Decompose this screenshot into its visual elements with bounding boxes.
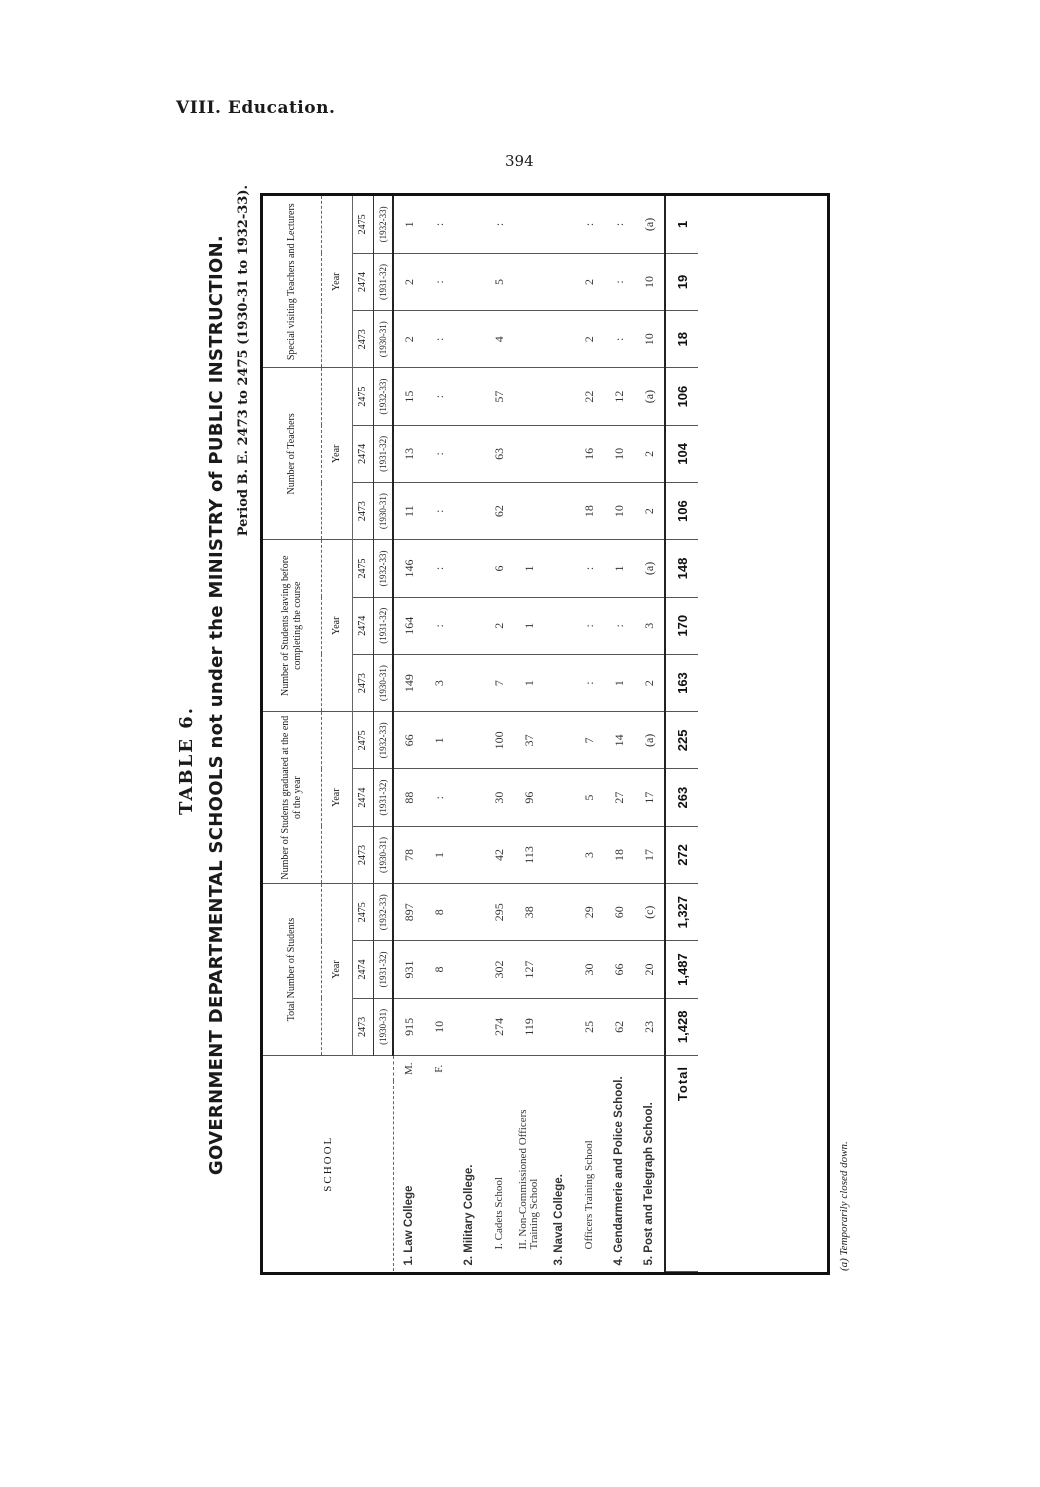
value-cell: 897 xyxy=(393,884,424,941)
value-cell: : xyxy=(424,425,454,482)
value-cell xyxy=(454,196,484,253)
period-header: (1930-31) xyxy=(374,654,394,711)
value-cell: 6 xyxy=(484,540,514,597)
value-cell: 88 xyxy=(393,769,424,826)
value-cell xyxy=(544,998,574,1055)
value-cell: 1 xyxy=(514,654,544,711)
value-cell: (c) xyxy=(634,884,665,941)
value-cell: 66 xyxy=(604,941,634,998)
year-header: 2474 xyxy=(353,769,374,826)
value-cell xyxy=(544,654,574,711)
period-header: (1932-33) xyxy=(374,540,394,597)
value-cell: 11 xyxy=(393,483,424,540)
value-cell: 2 xyxy=(634,425,665,482)
table-row xyxy=(454,196,484,1272)
value-cell xyxy=(454,712,484,769)
value-cell: 14 xyxy=(604,712,634,769)
total-value-cell: 18 xyxy=(665,311,698,368)
period-header: (1930-31) xyxy=(374,311,394,368)
value-cell: 295 xyxy=(484,884,514,941)
year-header: 2473 xyxy=(353,483,374,540)
group-header-total-students: Total Number of Students xyxy=(263,884,322,1056)
value-cell: 13 xyxy=(393,425,424,482)
value-cell xyxy=(514,311,544,368)
value-cell: 10 xyxy=(634,311,665,368)
value-cell: 10 xyxy=(604,425,634,482)
school-name: 2. Military College. xyxy=(463,1164,475,1266)
value-cell: 78 xyxy=(393,826,424,883)
value-cell: 25 xyxy=(574,998,604,1055)
value-cell: (a) xyxy=(634,196,665,253)
table-label: TABLE 6. xyxy=(176,705,197,815)
table-row xyxy=(634,196,665,1272)
value-cell: : xyxy=(424,597,454,654)
total-value-cell: 272 xyxy=(665,826,698,883)
value-cell: 96 xyxy=(514,769,544,826)
value-cell: 30 xyxy=(484,769,514,826)
school-column-header: SCHOOL xyxy=(263,1055,393,1271)
value-cell: 3 xyxy=(424,654,454,711)
value-cell: 66 xyxy=(393,712,424,769)
sex-marker xyxy=(544,1055,574,1081)
value-cell xyxy=(514,253,544,310)
value-cell: 1 xyxy=(604,654,634,711)
value-cell: 164 xyxy=(393,597,424,654)
total-row xyxy=(665,196,698,1272)
total-value-cell: 106 xyxy=(665,368,698,425)
value-cell: 2 xyxy=(634,483,665,540)
period-header: (1932-33) xyxy=(374,712,394,769)
value-cell xyxy=(544,712,574,769)
total-value-cell: 106 xyxy=(665,483,698,540)
total-value-cell: 148 xyxy=(665,540,698,597)
value-cell: 8 xyxy=(424,941,454,998)
value-cell xyxy=(454,826,484,883)
value-cell: 1 xyxy=(514,597,544,654)
value-cell: 30 xyxy=(574,941,604,998)
value-cell: 2 xyxy=(574,311,604,368)
group-header-teachers: Number of Teachers xyxy=(263,368,322,540)
value-cell xyxy=(544,597,574,654)
value-cell: 2 xyxy=(634,654,665,711)
value-cell xyxy=(454,941,484,998)
value-cell: 60 xyxy=(604,884,634,941)
table-row xyxy=(484,196,514,1272)
value-cell: 4 xyxy=(484,311,514,368)
value-cell: 17 xyxy=(634,826,665,883)
value-cell: 12 xyxy=(604,368,634,425)
data-table-frame xyxy=(260,193,830,1275)
total-value-cell: 1 xyxy=(665,196,698,253)
year-label: Year xyxy=(322,196,353,368)
period-header: (1931-32) xyxy=(374,769,394,826)
school-name: 3. Naval College. xyxy=(553,1174,565,1266)
value-cell: 274 xyxy=(484,998,514,1055)
year-header: 2475 xyxy=(353,540,374,597)
sex-marker: M. xyxy=(402,1062,415,1076)
period-header: (1930-31) xyxy=(374,826,394,883)
value-cell xyxy=(454,998,484,1055)
value-cell: 10 xyxy=(424,998,454,1055)
value-cell: 100 xyxy=(484,712,514,769)
value-cell: 29 xyxy=(574,884,604,941)
year-header: 2474 xyxy=(353,941,374,998)
value-cell: 10 xyxy=(634,253,665,310)
value-cell: : xyxy=(424,769,454,826)
school-name xyxy=(424,1082,454,1272)
value-cell: 63 xyxy=(484,425,514,482)
value-cell: 149 xyxy=(393,654,424,711)
total-value-cell: 1,487 xyxy=(665,941,698,998)
value-cell: 62 xyxy=(604,998,634,1055)
school-name: I. Cadets School xyxy=(493,1177,505,1250)
value-cell: 1 xyxy=(514,540,544,597)
value-cell: 8 xyxy=(424,884,454,941)
school-name: II. Non-Commissioned Officers Training School xyxy=(517,1109,540,1250)
period-header: (1931-32) xyxy=(374,597,394,654)
period-header: (1930-31) xyxy=(374,998,394,1055)
value-cell: : xyxy=(424,253,454,310)
value-cell xyxy=(454,654,484,711)
sex-marker xyxy=(574,1055,604,1081)
table-body xyxy=(393,196,698,1272)
value-cell: (a) xyxy=(634,368,665,425)
value-cell: : xyxy=(574,540,604,597)
value-cell: (a) xyxy=(634,540,665,597)
value-cell: 3 xyxy=(574,826,604,883)
value-cell: 915 xyxy=(393,998,424,1055)
school-name: 1. Law College xyxy=(402,1185,415,1266)
value-cell: : xyxy=(574,654,604,711)
value-cell xyxy=(454,540,484,597)
value-cell: : xyxy=(424,483,454,540)
value-cell xyxy=(454,368,484,425)
sex-marker xyxy=(634,1055,665,1081)
value-cell xyxy=(544,483,574,540)
year-label: Year xyxy=(322,712,353,884)
sex-marker xyxy=(514,1055,544,1081)
value-cell xyxy=(544,884,574,941)
value-cell: 15 xyxy=(393,368,424,425)
value-cell: 931 xyxy=(393,941,424,998)
page-number: 394 xyxy=(505,152,534,170)
period-header: (1931-32) xyxy=(374,253,394,310)
value-cell xyxy=(454,425,484,482)
value-cell xyxy=(454,884,484,941)
sex-marker xyxy=(454,1055,484,1081)
year-header: 2473 xyxy=(353,998,374,1055)
school-name: 4. Gendarmerie and Police School. xyxy=(613,1076,625,1266)
value-cell: 18 xyxy=(574,483,604,540)
value-cell: : xyxy=(574,196,604,253)
value-cell: 1 xyxy=(604,540,634,597)
value-cell: 3 xyxy=(634,597,665,654)
value-cell: 113 xyxy=(514,826,544,883)
year-header: 2473 xyxy=(353,826,374,883)
value-cell xyxy=(514,196,544,253)
table-row xyxy=(604,196,634,1272)
value-cell: : xyxy=(604,597,634,654)
value-cell: 146 xyxy=(393,540,424,597)
value-cell: 2 xyxy=(484,597,514,654)
total-value-cell: 263 xyxy=(665,769,698,826)
total-value-cell: 170 xyxy=(665,597,698,654)
value-cell xyxy=(454,769,484,826)
value-cell xyxy=(454,253,484,310)
table-row xyxy=(424,196,454,1272)
total-value-cell: 163 xyxy=(665,654,698,711)
value-cell xyxy=(514,368,544,425)
value-cell xyxy=(454,597,484,654)
value-cell: 2 xyxy=(393,311,424,368)
year-label: Year xyxy=(322,884,353,1056)
total-value-cell: 1,428 xyxy=(665,998,698,1055)
year-header: 2475 xyxy=(353,196,374,253)
period-header: (1932-33) xyxy=(374,884,394,941)
year-header: 2474 xyxy=(353,597,374,654)
value-cell: 7 xyxy=(574,712,604,769)
year-label: Year xyxy=(322,540,353,712)
value-cell: : xyxy=(604,311,634,368)
value-cell xyxy=(454,483,484,540)
group-header-visiting: Special visiting Teachers and Lecturers xyxy=(263,196,322,368)
value-cell: 2 xyxy=(393,253,424,310)
value-cell xyxy=(544,540,574,597)
value-cell: 2 xyxy=(574,253,604,310)
rotated-table-sheet xyxy=(170,175,950,1275)
total-value-cell: 1,327 xyxy=(665,884,698,941)
value-cell: 1 xyxy=(393,196,424,253)
value-cell: : xyxy=(484,196,514,253)
year-header: 2474 xyxy=(353,253,374,310)
school-name: Officers Training School xyxy=(583,1140,595,1250)
group-header-leaving: Number of Students leaving before completing the course xyxy=(263,540,322,712)
table-row xyxy=(544,196,574,1272)
value-cell: 18 xyxy=(604,826,634,883)
value-cell: 16 xyxy=(574,425,604,482)
table-row xyxy=(393,196,424,1272)
value-cell xyxy=(544,826,574,883)
value-cell: 119 xyxy=(514,998,544,1055)
value-cell: 17 xyxy=(634,769,665,826)
value-cell xyxy=(544,311,574,368)
value-cell: 23 xyxy=(634,998,665,1055)
value-cell: : xyxy=(604,253,634,310)
value-cell: 7 xyxy=(484,654,514,711)
year-header: 2475 xyxy=(353,368,374,425)
value-cell: 38 xyxy=(514,884,544,941)
period-header: (1932-33) xyxy=(374,368,394,425)
year-header: 2474 xyxy=(353,425,374,482)
table-row xyxy=(514,196,544,1272)
value-cell: 22 xyxy=(574,368,604,425)
year-header: 2475 xyxy=(353,712,374,769)
value-cell: (a) xyxy=(634,712,665,769)
value-cell: 62 xyxy=(484,483,514,540)
group-header-graduated: Number of Students graduated at the end of the year xyxy=(263,712,322,884)
value-cell: 10 xyxy=(604,483,634,540)
total-label: Total xyxy=(665,1055,698,1271)
value-cell xyxy=(514,425,544,482)
value-cell: 5 xyxy=(574,769,604,826)
value-cell: : xyxy=(424,368,454,425)
section-heading: VIII. Education. xyxy=(176,98,336,118)
table-row xyxy=(574,196,604,1272)
value-cell: 5 xyxy=(484,253,514,310)
sex-marker xyxy=(484,1055,514,1081)
value-cell: 37 xyxy=(514,712,544,769)
value-cell xyxy=(454,311,484,368)
value-cell: 20 xyxy=(634,941,665,998)
footnote: (a) Temporarily closed down. xyxy=(838,1141,850,1271)
value-cell: : xyxy=(424,196,454,253)
value-cell xyxy=(544,941,574,998)
sex-marker: F. xyxy=(433,1064,445,1073)
value-cell xyxy=(544,769,574,826)
period-header: (1931-32) xyxy=(374,941,394,998)
table-title: GOVERNMENT DEPARTMENTAL SCHOOLS not under the MINISTRY of PUBLIC INSTRUCTION. xyxy=(206,234,227,1176)
value-cell: 1 xyxy=(424,712,454,769)
value-cell: 302 xyxy=(484,941,514,998)
year-header: 2475 xyxy=(353,884,374,941)
value-cell: : xyxy=(574,597,604,654)
value-cell: : xyxy=(604,196,634,253)
table-period: Period B. E. 2473 to 2475 (1930-31 to 1932-33). xyxy=(236,185,251,537)
year-header: 2473 xyxy=(353,654,374,711)
value-cell: : xyxy=(424,540,454,597)
value-cell: 57 xyxy=(484,368,514,425)
total-value-cell: 104 xyxy=(665,425,698,482)
year-label: Year xyxy=(322,368,353,540)
school-name: 5. Post and Telegraph School. xyxy=(643,1102,655,1266)
total-value-cell: 225 xyxy=(665,712,698,769)
value-cell xyxy=(544,425,574,482)
value-cell xyxy=(514,483,544,540)
value-cell: 42 xyxy=(484,826,514,883)
data-table xyxy=(263,196,698,1272)
total-value-cell: 19 xyxy=(665,253,698,310)
year-header: 2473 xyxy=(353,311,374,368)
period-header: (1930-31) xyxy=(374,483,394,540)
value-cell: 27 xyxy=(604,769,634,826)
value-cell: : xyxy=(424,311,454,368)
value-cell: 127 xyxy=(514,941,544,998)
value-cell: 1 xyxy=(424,826,454,883)
value-cell xyxy=(544,196,574,253)
value-cell xyxy=(544,368,574,425)
period-header: (1932-33) xyxy=(374,196,394,253)
period-header: (1931-32) xyxy=(374,425,394,482)
value-cell xyxy=(544,253,574,310)
